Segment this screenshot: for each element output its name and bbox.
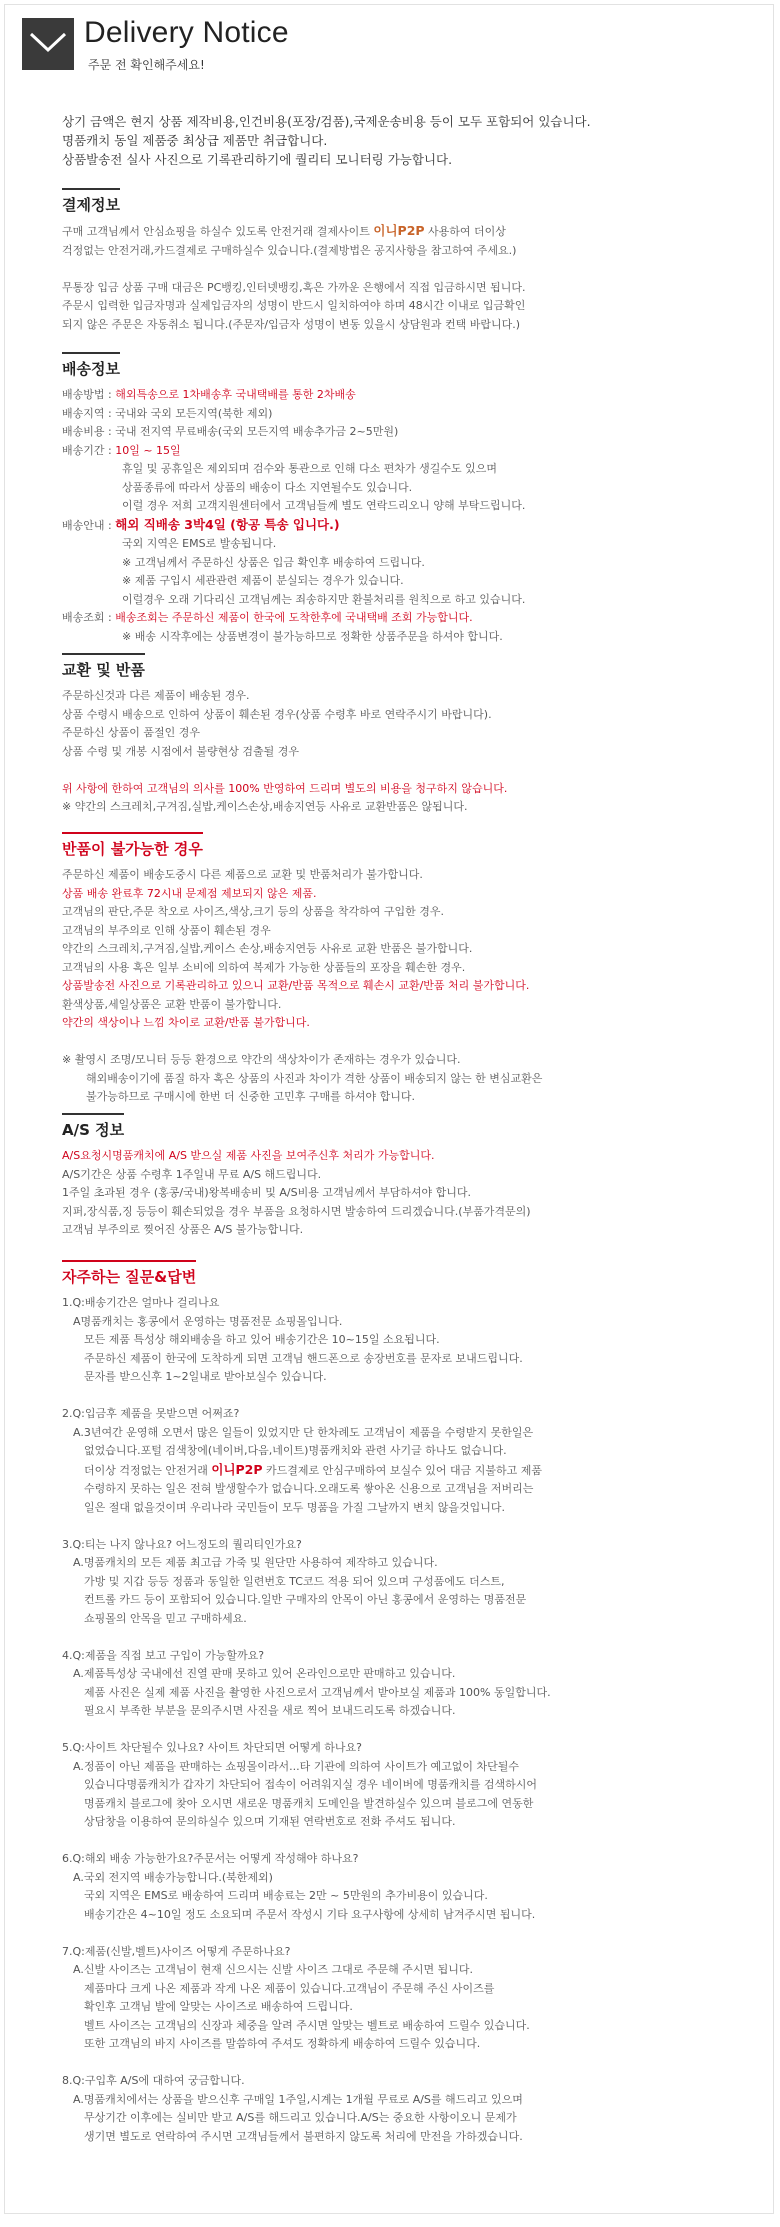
faq-answer-line: 생기면 별도로 연락하여 주시면 고객님들께서 불편하지 않도록 처리에 만전을 가하겠습니다. [84, 2129, 523, 2143]
as-section [62, 1113, 531, 1240]
faq-question: 1.Q:배송기간은 얼마나 걸리나요 [62, 1296, 220, 1309]
page-subtitle: 주문 전 확인해주세요! [88, 58, 205, 72]
text-line: 주문시 입력한 입금자명과 실제입금자의 성명이 반드시 일치하여야 하며 48시간 이내로 입금확인 [62, 299, 526, 312]
faq-answer-line: A.명품캐치의 모든 제품 최고급 가죽 및 원단만 사용하여 제작하고 있습니다. [73, 1556, 438, 1569]
text-line: 상품 수령시 배송으로 인하여 상품이 훼손된 경우(상품 수령후 바로 연락주시기 바랍니다). [62, 707, 492, 721]
page-title: Delivery Notice [84, 16, 289, 49]
text-line: 불가능하므로 구매시에 한번 더 신중한 고민후 구매를 하셔야 합니다. [86, 1090, 415, 1103]
text-line: 상품발송전 사진으로 기록관리하고 있으니 교환/반품 목적으로 훼손시 교환/반품 처리 불가합니다. [62, 979, 530, 992]
faq-question: 8.Q:구입후 A/S에 대하여 궁금합니다. [62, 2074, 245, 2087]
text-line: 상품 배송 완료후 72시내 문제점 제보되지 않은 제품. [62, 886, 317, 900]
faq-answer-line: 또한 고객님의 바지 사이즈를 말씀하여 주셔도 정확하게 배송하여 드릴수 있습니다. [84, 2037, 481, 2050]
text-line: 배송지역 : 국내와 국외 모든지역(북한 제외) [62, 406, 273, 420]
faq-answer-line: 배송기간은 4~10일 정도 소요되며 주문서 작성시 기타 요구사항에 상세히 남겨주시면 됩니다. [84, 1907, 536, 1921]
section-title: A/S 정보 [62, 1113, 124, 1141]
text-line: 지퍼,장식품,징 등등이 훼손되었을 경우 부품을 요청하시면 발송하여 드리겠습니다.(부품가격문의) [62, 1204, 531, 1218]
text: 사용하여 더이상 [424, 225, 506, 238]
shipping-method-value: 해외특송으로 1차배송후 국내택배를 통한 2차배송 [115, 388, 356, 401]
text-line: 걱정없는 안전거래,카드결제로 구매하실수 있습니다.(결제방법은 공지사항을 참고하여 주세요.) [62, 243, 517, 257]
text-line: 해외배송이기에 품질 하자 혹은 상품의 사진과 차이가 격한 상품이 배송되지 않는 한 변심교환은 [86, 1071, 543, 1085]
shipping-section [62, 352, 525, 646]
text-line: 고객님의 부주의로 인해 상품이 훼손된 경우 [62, 923, 271, 937]
section-title: 자주하는 질문&답변 [62, 1260, 196, 1288]
faq-answer-line: A명품캐치는 홍콩에서 운영하는 명품전문 쇼핑몰입니다. [73, 1314, 343, 1328]
faq-answer-line: 컨트롤 카드 등이 포함되어 있습니다.일반 구매자의 안목이 아닌 홍콩에서 운영하는 명품전문 [84, 1593, 527, 1606]
text-line: ※ 촬영시 조명/모니터 등등 환경으로 약간의 색상차이가 존재하는 경우가 있습니다. [62, 1053, 461, 1066]
label: 배송안내 : [62, 518, 116, 532]
text-line: A/S요청시명품캐치에 A/S 받으실 제품 사진을 보여주신후 처리가 가능합니다. [62, 1149, 435, 1162]
faq-question: 5.Q:사이트 차단될수 있나요? 사이트 차단되면 어떻게 하나요? [62, 1741, 362, 1754]
payment-section [62, 188, 526, 334]
faq-answer-line: 쇼핑몰의 안목을 믿고 구매하세요. [84, 1611, 247, 1625]
text-line: ※ 제품 구입시 세관관련 제품이 분실되는 경우가 있습니다. [122, 574, 404, 587]
text-line: 국외 지역은 EMS로 발송됩니다. [122, 537, 277, 550]
faq-answer-line: 없었습니다.포털 검색창에(네이버,다음,네이트)명품캐치와 관련 사기글 하나도 없습니다. [84, 1444, 507, 1457]
text-line: 약간의 스크레치,구겨짐,실밥,케이스 손상,배송지연등 사유로 교환 반품은 불가합니다. [62, 942, 473, 955]
text-line [62, 516, 525, 536]
faq-list [62, 1294, 551, 2146]
text-line: 상품 수령 및 개봉 시점에서 불량현상 검출될 경우 [62, 744, 299, 758]
faq-answer-line: 제품 사진은 실제 제품 사진을 촬영한 사진으로서 고객님께서 받아보실 제품과 100% 동일합니다. [84, 1685, 551, 1699]
intro-line: 상기 금액은 현지 상품 제작비용,인건비용(포장/검품),국제운송비용 등이 모두 포함되어 있습니다. [62, 114, 591, 129]
text-line: A/S기간은 상품 수령후 1주일내 무료 A/S 해드립니다. [62, 1167, 322, 1181]
faq-section [62, 1260, 551, 2146]
faq-answer-line: A.국외 전지역 배송가능합니다.(북한제외) [73, 1870, 273, 1884]
faq-answer-line: 있습니다명품캐치가 갑자기 차단되어 접속이 어려워지실 경우 네이버에 명품캐치를 검색하시어 [84, 1778, 538, 1791]
text-line: 주문하신것과 다른 제품이 배송된 경우. [62, 689, 250, 702]
text-line: 상품종류에 따라서 상품의 배송이 다소 지연될수도 있습니다. [122, 480, 413, 494]
intro-text [62, 112, 591, 169]
text-line [62, 386, 525, 405]
faq-answer-line: A.신발 사이즈는 고객님이 현재 신으시는 신발 사이즈 그대로 주문해 주시면 됩니다. [73, 1963, 473, 1976]
text-line: ※ 고객님께서 주문하신 상품은 입금 확인후 배송하여 드립니다. [122, 555, 425, 569]
p2p-highlight: 이니P2P [211, 1461, 263, 1477]
noreturn-section [62, 832, 542, 1107]
faq-answer-line: 무상기간 이후에는 실비만 받고 A/S를 해드리고 있습니다.A/S는 중요한 사항이오니 문제가 [84, 2111, 517, 2124]
shipping-track-value: 배송조회는 주문하신 제품이 한국에 도착한후에 국내택배 조회 가능합니다. [115, 611, 473, 624]
text-line [62, 442, 525, 461]
section-title: 결제정보 [62, 188, 120, 216]
intro-line: 명품캐치 동일 제품중 최상급 제품만 취급합니다. [62, 133, 328, 148]
faq-answer-line: 일은 절대 없을것이며 우리나라 국민들이 모두 명품을 가질 그날까지 변치 않을것입니다. [84, 1500, 505, 1514]
faq-answer-line: 벨트 사이즈는 고객님의 신장과 체중을 알려 주시면 알맞는 벨트로 배송하여 드릴수 있습니다. [84, 2018, 530, 2032]
shipping-period-value: 10일 ~ 15일 [115, 443, 181, 457]
faq-answer-line: 주문하신 제품이 한국에 도착하게 되면 고객님 핸드폰으로 송장번호를 문자로 보내드립니다. [84, 1351, 523, 1365]
text: 더이상 걱정없는 안전거래 [84, 1463, 212, 1477]
label: 배송방법 : [62, 388, 116, 401]
section-title: 교환 및 반품 [62, 653, 145, 681]
label: 배송조회 : [62, 611, 116, 624]
exchange-section [62, 653, 507, 817]
faq-question: 7.Q:제품(신발,벨트)사이즈 어떻게 주문하나요? [62, 1944, 291, 1958]
text-line: 주문하신 상품이 품절인 경우 [62, 726, 201, 739]
text-line: 고객님의 판단,주문 착오로 사이즈,색상,크기 등의 상품을 착각하여 구입한 경우. [62, 905, 444, 918]
text-line: 이럴경우 오래 기다리신 고객님께는 죄송하지만 환불처리를 원칙으로 하고 있습니다. [122, 592, 526, 606]
text-line: 고객님의 사용 혹은 일부 소비에 의하여 복제가 가능한 상품들의 포장을 훼손한 경우. [62, 960, 466, 974]
faq-answer-line: 국외 지역은 EMS로 배송하여 드리며 배송료는 2만 ~ 5만원의 추가비용이 있습니다. [84, 1889, 488, 1902]
faq-answer-line: 가방 및 지갑 등등 정품과 동일한 일련번호 TC코드 적용 되어 있으며 구성품에도 더스트, [84, 1574, 505, 1588]
text-line: 환색상품,세일상품은 교환 반품이 불가합니다. [62, 997, 282, 1011]
text-line: 1주일 초과된 경우 (홍콩/국내)왕복배송비 및 A/S비용 고객님께서 부담하셔야 합니다. [62, 1186, 471, 1199]
section-title: 반품이 불가능한 경우 [62, 832, 203, 860]
shipping-guide-value: 해외 직배송 3박4일 (항공 특송 입니다.) [115, 516, 340, 532]
text-line [62, 222, 526, 242]
faq-answer-line: 상담창을 이용하여 문의하실수 있으며 기재된 연락번호로 전화 주셔도 됩니다. [84, 1815, 456, 1828]
faq-answer-line: A.명품캐치에서는 상품을 받으신후 구매일 1주일,시계는 1개월 무료로 A/S를 해드리고 있으며 [73, 2092, 523, 2106]
faq-question: 6.Q:해외 배송 가능한가요?주문서는 어떻게 작성해야 하나요? [62, 1852, 359, 1865]
envelope-check-icon [22, 18, 74, 70]
text-line: 이럴 경우 저희 고객지원센터에서 고객님들께 별도 연락드리오니 양해 부탁드립니다. [122, 499, 526, 512]
faq-answer-line: A.3년여간 운영해 오면서 많은 일들이 있었지만 단 한차례도 고객님이 제품을 수령받지 못한일은 [73, 1425, 534, 1439]
text-line [62, 609, 525, 628]
text-line: 휴일 및 공휴일은 제외되며 검수와 통관으로 인해 다소 편차가 생길수도 있으며 [122, 462, 497, 475]
text-line: 배송비용 : 국내 전지역 무료배송(국외 모든지역 배송추가금 2~5만원) [62, 425, 399, 438]
faq-question: 4.Q:제품을 직접 보고 구입이 가능할까요? [62, 1648, 265, 1662]
faq-question: 3.Q:티는 나지 않나요? 어느정도의 퀄리티인가요? [62, 1537, 302, 1551]
faq-answer-line [62, 1461, 551, 1481]
text-line: 약간의 색상이나 느낌 차이로 교환/반품 불가합니다. [62, 1016, 310, 1029]
text-line: 무통장 입금 상품 구매 대금은 PC뱅킹,인터넷뱅킹,혹은 가까운 은행에서 직접 입금하시면 됩니다. [62, 280, 526, 294]
text-line: 주문하신 제품이 배송도중시 다른 제품으로 교환 및 반품처리가 불가합니다. [62, 868, 423, 881]
text-line: 위 사항에 한하여 고객님의 의사를 100% 반영하여 드리며 별도의 비용을 청구하지 않습니다. [62, 781, 508, 795]
text: 구매 고객님께서 안심쇼핑을 하실수 있도록 안전거래 결제사이트 [62, 225, 374, 238]
label: 배송기간 : [62, 443, 116, 457]
text-line: 고객님 부주의로 찢어진 상품은 A/S 불가능합니다. [62, 1223, 304, 1236]
faq-answer-line: 명품캐치 블로그에 찾아 오시면 새로운 명품캐치 도메인을 발견하실수 있으며 블로그에 연동한 [84, 1796, 534, 1810]
faq-answer-line: 문자를 받으신후 1~2일내로 받아보실수 있습니다. [84, 1370, 327, 1383]
intro-line: 상품발송전 실사 사진으로 기록관리하기에 퀄리티 모니터링 가능합니다. [62, 152, 453, 167]
faq-answer-line: 확인후 고객님 발에 알맞는 사이즈로 배송하여 드립니다. [84, 2000, 353, 2013]
faq-answer-line: A.제품특성상 국내에선 진열 판매 못하고 있어 온라인으로만 판매하고 있습니다. [73, 1667, 456, 1680]
faq-answer-line: 수령하지 못하는 일은 전혀 발생할수가 없습니다.오래도록 쌓아온 신용으로 고객님을 저버리는 [84, 1482, 534, 1495]
faq-question: 2.Q:입금후 제품을 못받으면 어쩌죠? [62, 1407, 240, 1420]
faq-answer-line: 제품마다 크게 나온 제품과 작게 나온 제품이 있습니다.고객님이 주문해 주신 사이즈를 [84, 1981, 495, 1995]
faq-answer-line: 모든 제품 특성상 해외배송을 하고 있어 배송기간은 10~15일 소요됩니다. [84, 1333, 440, 1346]
faq-answer-line: A.정품이 아닌 제품을 판매하는 쇼핑몰이라서...타 기관에 의하여 사이트가 예고없이 차단될수 [73, 1759, 519, 1773]
payment-site-highlight: 이니P2P [373, 223, 425, 238]
section-title: 배송정보 [62, 352, 120, 380]
text-line: ※ 배송 시작후에는 상품변경이 불가능하므로 정확한 상품주문을 하셔야 합니다. [122, 629, 503, 643]
text: 카드결제로 안심구매하여 보실수 있어 대금 지불하고 제품 [262, 1463, 543, 1477]
text-line: 되지 않은 주문은 자동취소 됩니다.(주문자/입금자 성명이 변동 있을시 상담원과 컨택 바랍니다.) [62, 317, 521, 331]
faq-answer-line: 필요시 부족한 부분을 문의주시면 사진을 새로 찍어 보내드리도록 하겠습니다. [84, 1704, 456, 1717]
text-line: ※ 약간의 스크레치,구겨짐,실밥,케이스손상,배송지연등 사유로 교환반품은 않됩니다. [62, 800, 468, 813]
